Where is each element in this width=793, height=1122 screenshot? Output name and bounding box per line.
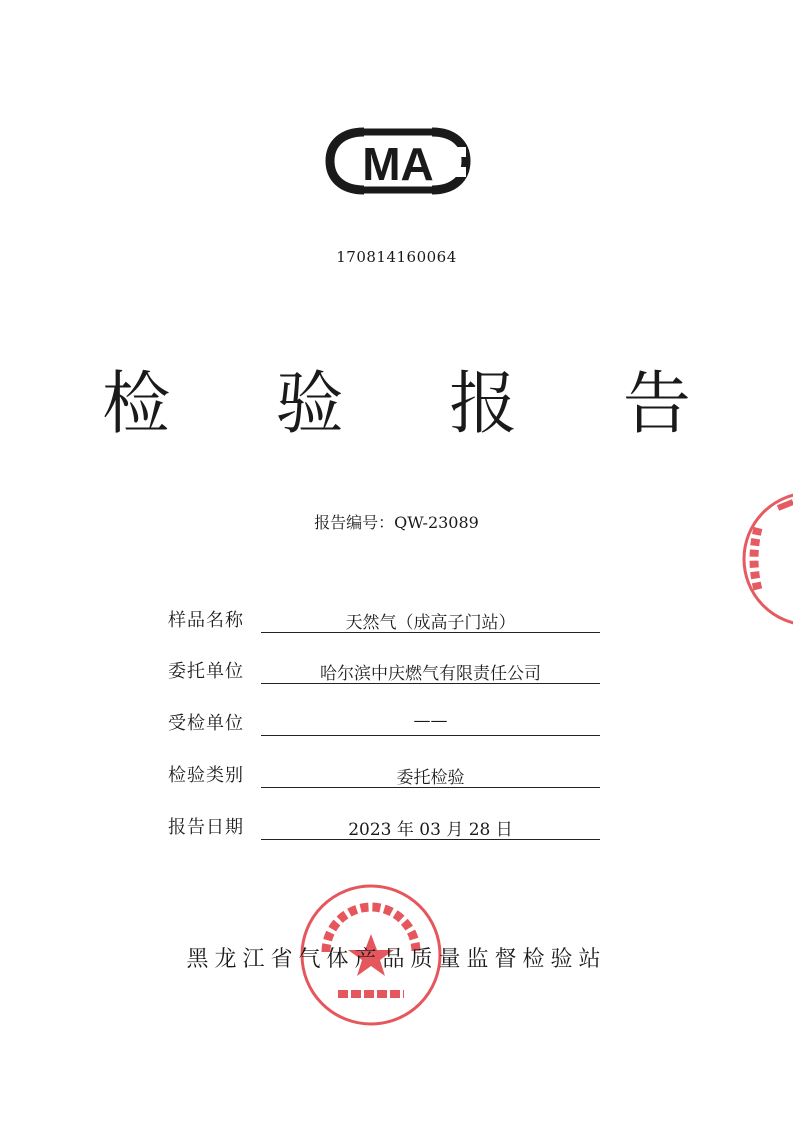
- field-report-date: [168, 809, 600, 841]
- field-value: 委托检验: [396, 768, 465, 788]
- field-value: 天然气（成高子门站）: [345, 613, 516, 633]
- report-number: 报告编号：QW-23089: [314, 513, 479, 532]
- field-label: 样品名称: [168, 610, 244, 631]
- field-label: 受检单位: [168, 713, 244, 734]
- field-label: 报告日期: [168, 817, 244, 838]
- field-value: 2023 年 03 月 28 日: [348, 820, 513, 840]
- field-value: 哈尔滨中庆燃气有限责任公司: [320, 664, 541, 684]
- field-label: 委托单位: [168, 661, 244, 682]
- certificate-number: 170814160064: [336, 248, 457, 266]
- field-sample-name: [168, 602, 600, 634]
- field-underline: [261, 787, 600, 788]
- field-inspection-type: [168, 757, 600, 789]
- field-underline: [261, 839, 600, 840]
- field-underline: [261, 632, 600, 633]
- field-client: [168, 653, 600, 685]
- cma-logo: [324, 124, 472, 198]
- cma-logo-text: MA: [362, 138, 434, 190]
- edge-seal: [738, 488, 793, 630]
- field-label: 检验类别: [168, 765, 244, 786]
- field-underline: [261, 735, 600, 736]
- field-value: ——: [413, 711, 448, 731]
- field-inspected-unit: [168, 705, 600, 737]
- issuing-organization: 黑龙江省气体产品质量监督检验站: [186, 947, 607, 972]
- field-underline: [261, 683, 600, 684]
- page-title: 检 验 报 告: [102, 365, 733, 444]
